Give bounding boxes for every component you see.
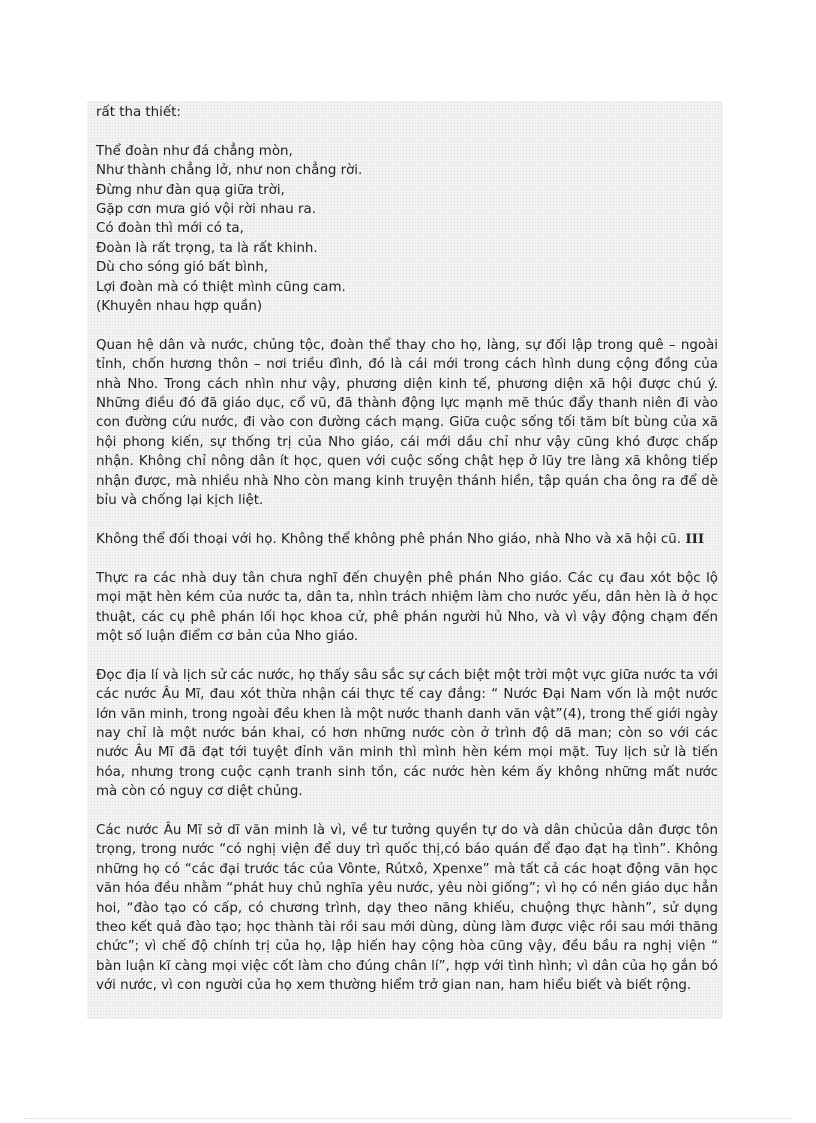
document-text bbox=[96, 103, 718, 1015]
paragraph: Các nước Âu Mĩ sở dĩ văn minh là vì, về tư tưởng quyền tự do và dân chủcủa dân được tôn trọng, trong nước “có nghị viện để duy trì quốc thị,có báo quán để đạo đạt hạ tình”. Không những họ có “các đại trước tác của Vônte, Rútxô, Xpenxe” mà tất cả các hoạt động văn học văn hóa đều nhằm “phát huy chủ nghĩa yêu nước, yêu nòi giống”; vì họ có nền giáo dục hẳn hoi, “đào tạo có cấp, có chương trình, dạy theo năng khiếu, chuộng thực hành”, sử dụng theo kết quả đào tạo; học thành tài rồi sau mới dùng, dùng làm được việc rồi sau mới thăng chức”; vì chế độ chính trị của họ, lập hiến hay cộng hòa cũng vậy, đều bầu ra nghị viện “ bàn luận kĩ càng mọi việc cốt làm cho đúng chân lí”, hợp với tình hình; vì dân của họ gắn bó với nước, vì con người của họ xem thường hiểm trở gian nan, ham hiểu biết và biết rộng. bbox=[96, 822, 718, 994]
poem-line: Đoàn là rất trọng, ta là rất khinh. bbox=[96, 240, 318, 256]
document-page bbox=[87, 101, 723, 1019]
poem-line: Có đoàn thì mới có ta, bbox=[96, 221, 244, 237]
poem-line: Thể đoàn như đá chẳng mòn, bbox=[96, 143, 293, 159]
paragraph: Thực ra các nhà duy tân chưa nghĩ đến chuyện phê phán Nho giáo. Các cụ đau xót bộc lộ mọi mặt hèn kém của nước ta, dân ta, nhìn trách nhiệm làm cho nước yếu, dân hèn là ở học thuật, các cụ phê phán lối học khoa cử, phê phán người hủ Nho, và vì vậy động chạm đến một số luận điểm cơ bản của Nho giáo. bbox=[96, 570, 718, 644]
intro-line: rất tha thiết: bbox=[96, 105, 181, 120]
poem-line: Lợi đoàn mà có thiệt mình cũng cam. bbox=[96, 279, 346, 295]
paragraph: Quan hệ dân và nước, chủng tộc, đoàn thể thay cho họ, làng, sự đối lập trong quê – ngoài tỉnh, chốn hương thôn – nơi triều đình, đó là cái mới trong cách hình dung cộng đồng của nhà Nho. Trong cách nhìn như vậy, phương diện kinh tế, phương diện xã hội được chú ý. Những điều đó đã giáo dục, cổ vũ, đã thành động lực mạnh mẽ thúc đẩy thanh niên đi vào con đường cứu nước, đi vào con đường cách mạng. Giữa cuộc sống tối tăm bít bùng của xã hội phong kiến, sự thống trị của Nho giáo, cái mới dầu chỉ như vậy cũng khó được chấp nhận. Không chỉ nông dân ít học, quen với cuộc sống chật hẹp ở lũy tre làng xã không tiếp nhận được, mà nhiều nhà Nho còn mang kinh truyện thánh hiền, tập quán cha ông ra để dè bỉu và chống lại kịch liệt. bbox=[96, 337, 718, 509]
paragraph: Đọc địa lí và lịch sử các nước, họ thấy sâu sắc sự cách biệt một trời một vực giữa nước ta với các nước Âu Mĩ, đau xót thừa nhận cái thực tế cay đắng: “ Nước Đại Nam vốn là một nước lớn văn minh, trong ngoài đều khen là một nước thanh danh văn vật”(4), trong thế giới ngày nay chỉ là một nước bán khai, có hơn những nước còn ở trình độ dã man; còn so với các nước Âu Mĩ đã đạt tới tuyệt đỉnh văn minh thì mình hèn kém mọi mặt. Tuy lịch sử là tiến hóa, nhưng trong cuộc cạnh tranh sinh tồn, các nước hèn kém ấy không những mất nước mà còn có nguy cơ diệt chủng. bbox=[96, 667, 718, 800]
section-heading bbox=[96, 530, 718, 549]
poem bbox=[96, 142, 718, 317]
poem-source: (Khuyên nhau hợp quần) bbox=[96, 299, 263, 315]
poem-line: Như thành chẳng lở, như non chẳng rời. bbox=[96, 163, 363, 179]
poem-line: Đừng như đàn quạ giữa trời, bbox=[96, 182, 285, 198]
poem-line: Gặp cơn mưa gió vội rời nhau ra. bbox=[96, 202, 316, 218]
section-numeral: III bbox=[685, 530, 705, 547]
section-heading-text: Không thể đối thoại với họ. Không thể không phê phán Nho giáo, nhà Nho và xã hội cũ. bbox=[96, 531, 682, 547]
poem-line: Dù cho sóng gió bất bình, bbox=[96, 260, 269, 276]
page-bottom-divider bbox=[24, 1118, 792, 1119]
